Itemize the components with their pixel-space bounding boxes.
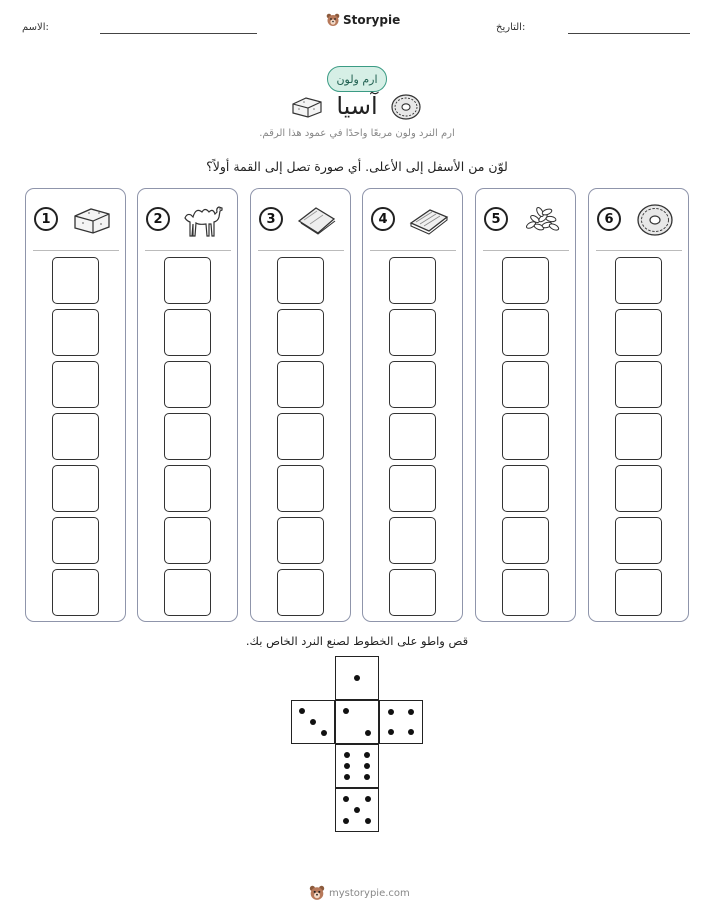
name-line (100, 33, 257, 34)
color-square[interactable] (615, 309, 662, 356)
camel-icon (183, 203, 225, 237)
column-divider (33, 250, 119, 251)
color-square[interactable] (615, 257, 662, 304)
pip (408, 729, 414, 735)
color-square[interactable] (389, 517, 436, 564)
color-square[interactable] (277, 517, 324, 564)
color-square[interactable] (502, 413, 549, 460)
pip (364, 763, 370, 769)
color-square[interactable] (277, 309, 324, 356)
color-square[interactable] (615, 413, 662, 460)
color-square[interactable] (52, 361, 99, 408)
color-square[interactable] (389, 465, 436, 512)
pip (365, 730, 371, 736)
color-square[interactable] (389, 309, 436, 356)
die-face-6 (335, 744, 379, 788)
color-square[interactable] (164, 569, 211, 616)
color-square[interactable] (502, 517, 549, 564)
column-divider (596, 250, 682, 251)
donut-title-icon (390, 92, 422, 126)
color-square[interactable] (277, 257, 324, 304)
nori-icon (296, 203, 338, 237)
color-square[interactable] (502, 569, 549, 616)
color-square[interactable] (389, 361, 436, 408)
pip (343, 796, 349, 802)
color-square[interactable] (615, 361, 662, 408)
donut-icon (634, 203, 676, 237)
color-square[interactable] (164, 361, 211, 408)
color-square[interactable] (164, 517, 211, 564)
column-divider (258, 250, 344, 251)
column-number: 5 (484, 207, 508, 231)
color-square[interactable] (52, 257, 99, 304)
column-5 (475, 188, 576, 622)
pip (344, 752, 350, 758)
column-2 (137, 188, 238, 622)
color-square[interactable] (502, 257, 549, 304)
die-face-1 (335, 656, 379, 700)
color-square[interactable] (164, 309, 211, 356)
footer-url[interactable]: mystorypie.com (329, 887, 410, 899)
color-square[interactable] (164, 465, 211, 512)
color-square[interactable] (164, 257, 211, 304)
pip (388, 709, 394, 715)
column-1 (25, 188, 126, 622)
color-square[interactable] (615, 465, 662, 512)
column-number: 6 (597, 207, 621, 231)
pip (321, 730, 327, 736)
date-line (568, 33, 690, 34)
color-square[interactable] (164, 413, 211, 460)
column-divider (370, 250, 456, 251)
color-square[interactable] (277, 465, 324, 512)
pip (354, 807, 360, 813)
seeds-icon (521, 203, 563, 237)
pip (299, 708, 305, 714)
footer (309, 885, 410, 901)
brand-name: Storypie (343, 13, 401, 27)
die-face-2 (335, 700, 379, 744)
bear-icon (309, 885, 325, 901)
roll-and-color-badge: ارم ولون (327, 66, 387, 92)
brand-logo (326, 13, 400, 27)
name-label: الاسم: (22, 22, 49, 33)
column-divider (145, 250, 231, 251)
date-label: التاريخ: (496, 22, 526, 33)
color-square[interactable] (52, 413, 99, 460)
column-3 (250, 188, 351, 622)
bear-icon (326, 13, 340, 27)
column-number: 1 (34, 207, 58, 231)
column-divider (483, 250, 569, 251)
cut-instruction: قص واطو على الخطوط لصنع النرد الخاص بك. (245, 634, 469, 648)
tofu-icon (71, 203, 113, 237)
pip (408, 709, 414, 715)
color-square[interactable] (502, 309, 549, 356)
column-number: 2 (146, 207, 170, 231)
pip (310, 719, 316, 725)
die-face-4 (379, 700, 423, 744)
color-square[interactable] (52, 465, 99, 512)
color-square[interactable] (277, 361, 324, 408)
pip (343, 708, 349, 714)
subtitle: ارم النرد ولون مربعًا واحدًا في عمود هذا الرقم. (259, 128, 455, 139)
pip (388, 729, 394, 735)
color-square[interactable] (615, 569, 662, 616)
pip (365, 796, 371, 802)
color-square[interactable] (615, 517, 662, 564)
color-square[interactable] (52, 569, 99, 616)
column-6 (588, 188, 689, 622)
color-square[interactable] (389, 257, 436, 304)
column-number: 3 (259, 207, 283, 231)
page-title: آسيا (336, 92, 378, 120)
color-square[interactable] (277, 569, 324, 616)
color-square[interactable] (52, 309, 99, 356)
instruction: لوّن من الأسفل إلى الأعلى. أي صورة تصل إلى القمة أولاً؟ (206, 159, 508, 174)
color-square[interactable] (52, 517, 99, 564)
towel-icon (408, 203, 450, 237)
pip (364, 774, 370, 780)
die-face-5 (335, 788, 379, 832)
color-square[interactable] (389, 569, 436, 616)
pip (354, 675, 360, 681)
color-square[interactable] (502, 361, 549, 408)
pip (365, 818, 371, 824)
pip (344, 763, 350, 769)
color-square[interactable] (502, 465, 549, 512)
column-4 (362, 188, 463, 622)
die-face-3 (291, 700, 335, 744)
column-number: 4 (371, 207, 395, 231)
pip (343, 818, 349, 824)
color-square[interactable] (277, 413, 324, 460)
color-square[interactable] (389, 413, 436, 460)
pip (364, 752, 370, 758)
pip (344, 774, 350, 780)
